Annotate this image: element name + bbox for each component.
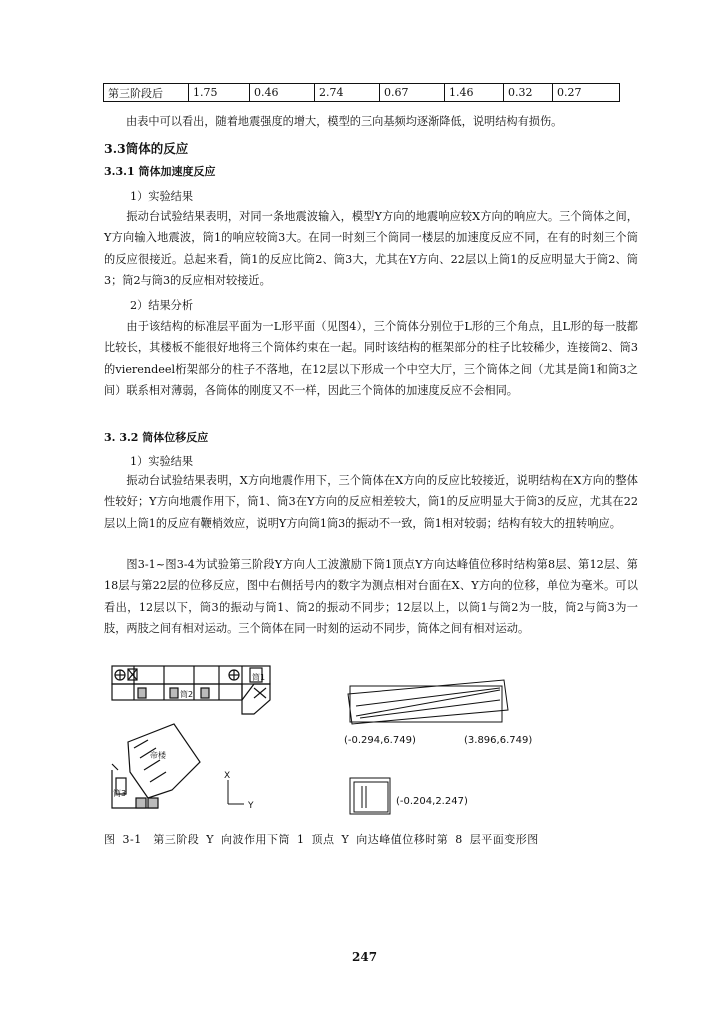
- table-cell: 2.74: [315, 84, 380, 102]
- table-cell: 0.67: [380, 84, 445, 102]
- label-stair: 帝楼: [150, 751, 166, 760]
- sub-heading-analysis: 2）结果分析: [130, 299, 194, 312]
- sub-heading-results: 1）实验结果: [130, 190, 194, 203]
- paragraph-3-3-1-results: 振动台试验结果表明，对同一条地震波输入，模型Y方向的地震响应较X方向的响应大。三个筒体之间，Y方向输入地震波，筒1的响应较筒3大。在同一时刻三个筒同一楼层的加速度反应不同，在有的时刻三个筒的反应很接近。总起来看，筒1的反应比筒2、筒3大，尤其在Y方向、22层以上筒1的反应明显大于筒2、筒3；筒2与筒3的反应相对较接近。: [104, 210, 638, 287]
- axis-y-label: Y: [248, 801, 254, 811]
- table-row: [104, 84, 620, 102]
- deformed-box: [350, 778, 390, 814]
- paragraph-after-table: 由表中可以看出，随着地震强度的增大，模型的三向基频均逐渐降低，说明结构有损伤。: [126, 115, 563, 128]
- subsection-heading-3-3-1: 3.3.1 筒体加速度反应: [104, 165, 216, 178]
- axes-icon: [228, 780, 244, 804]
- figure-caption: 图 3-1 第三阶段 Y 向波作用下筒 1 顶点 Y 向达峰值位移时第 8 层平面变形图: [104, 833, 539, 846]
- sub-heading-results-2: 1）实验结果: [130, 455, 194, 468]
- deformed-strip: [348, 680, 508, 724]
- page-number: 247: [352, 950, 378, 964]
- axis-x-label: X: [224, 771, 231, 781]
- section-heading-3-3: 3.3筒体的反应: [104, 141, 189, 156]
- table-cell: 1.46: [445, 84, 504, 102]
- label-tube-3: 筒3: [113, 789, 127, 798]
- results-table: [103, 83, 620, 102]
- table-cell: 0.32: [504, 84, 553, 102]
- figure-3-1: [104, 658, 644, 833]
- table-cell: 0.46: [250, 84, 315, 102]
- label-tube-1: 筒1: [252, 673, 266, 682]
- label-tube-2: 筒2: [180, 690, 194, 699]
- coord-right: (3.896,6.749): [464, 735, 533, 746]
- table-cell: 1.75: [189, 84, 250, 102]
- subsection-heading-3-3-2: 3. 3.2 筒体位移反应: [104, 431, 209, 444]
- table-cell: 0.27: [553, 84, 620, 102]
- coord-bottom: (-0.204,2.247): [396, 796, 468, 807]
- coord-left: (-0.294,6.749): [344, 735, 416, 746]
- paragraph-figure-description: 图3-1~图3-4为试验第三阶段Y方向人工波激励下筒1顶点Y方向达峰值位移时结构第8层、第12层、第18层与第22层的位移反应，图中右侧括号内的数字为测点相对台面在X、Y方向的位移，单位为毫米。可以看出，12层以下，筒3的振动与筒1、筒2的振动不同步；12层以上，以筒1与筒2为一肢，筒2与筒3为一肢，两肢之间有相对运动。三个筒体在同一时刻的运动不同步，筒体之间有相对运动。: [104, 558, 638, 635]
- paragraph-3-3-2-results: 振动台试验结果表明，X方向地震作用下，三个筒体在X方向的反应比较接近，说明结构在X方向的整体性较好；Y方向地震作用下，筒1、筒3在Y方向的反应相差较大，筒1的反应明显大于筒3的反应，尤其在22层以上筒1的反应有鞭梢效应，说明Y方向筒1筒3的振动不一致，筒1相对较弱；结构有较大的扭转响应。: [104, 474, 638, 530]
- table-cell: 第三阶段后: [104, 84, 189, 102]
- paragraph-3-3-1-analysis: 由于该结构的标准层平面为一L形平面（见图4），三个筒体分别位于L形的三个角点，且L形的每一肢都比较长，其楼板不能很好地将三个筒体约束在一起。同时该结构的框架部分的柱子比较稀少，连接筒2、筒3的vierendeel桁架部分的柱子不落地，在12层以下形成一个中空大厅，三个筒体之间（尤其是筒1和筒3之间）联系相对薄弱，各筒体的刚度又不一样，因此三个筒体的加速度反应不会相同。: [104, 320, 638, 397]
